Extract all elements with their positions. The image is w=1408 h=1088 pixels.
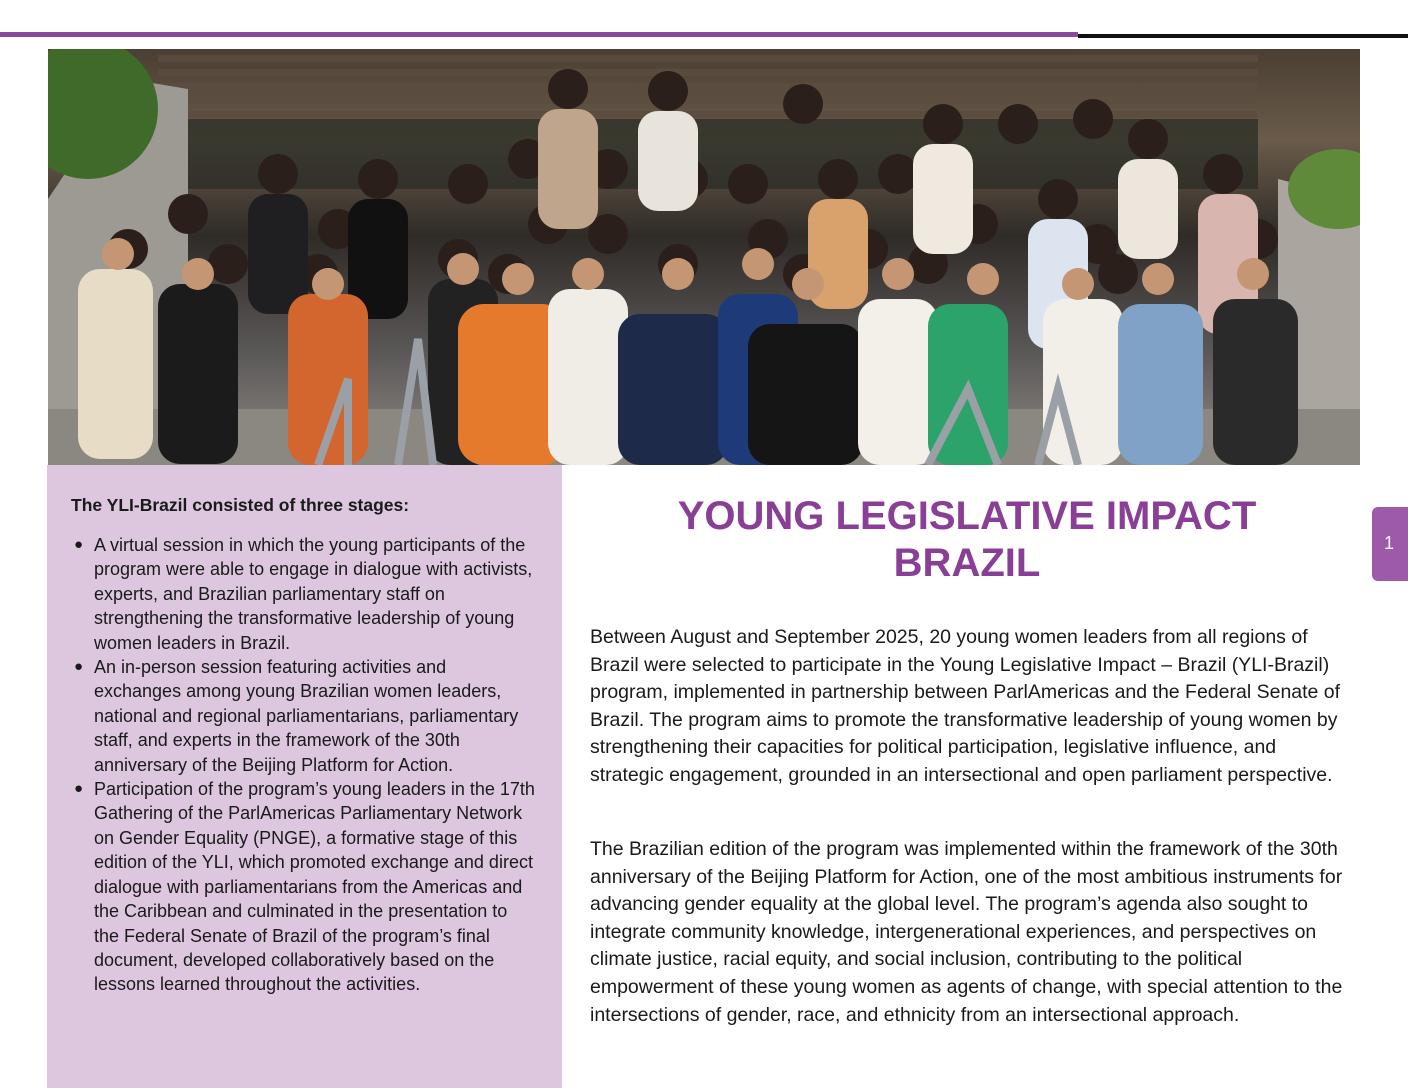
- stages-list: [71, 533, 536, 997]
- title-line-1: YOUNG LEGISLATIVE IMPACT: [677, 494, 1257, 538]
- list-item: [71, 655, 536, 777]
- list-item: [71, 777, 536, 997]
- bullet-icon: ●: [74, 780, 84, 798]
- page-tab: [1372, 507, 1408, 581]
- stage-text: Participation of the program’s young leaders in the 17th Gathering of the ParlAmericas Parliamentary Network on Gender Equality (PNGE), a formative stage of this edition of the YLI, which promoted exchange and direct dialogue with parliamentarians from the Americas and the Caribbean and culminated in the presentation to the Federal Senate of Brazil of the program’s final document, developed collaboratively based on the lessons learned throughout the activities.: [94, 779, 535, 995]
- stage-text: A virtual session in which the young participants of the program were able to engage in dialogue with activists, experts, and Brazilian parliamentary staff on strengthening the transformative leadership of young women leaders in Brazil.: [94, 535, 533, 653]
- header-rule-purple: [0, 32, 1078, 37]
- title-line-2: BRAZIL: [893, 541, 1041, 585]
- article-paragraph: Between August and September 2025, 20 young women leaders from all regions of Brazil were selected to participate in the Young Legislative Impact – Brazil (YLI-Brazil) program, implemented in partnership between ParlAmericas and the Federal Senate of Brazil. The program aims to promote the transformative leadership of young women by strengthening their capacities for political participation, legislative influence, and strategic engagement, grounded in an intersectional and open parliament perspective.: [590, 626, 1341, 786]
- article-paragraph: The Brazilian edition of the program was implemented within the framework of the 30th anniversary of the Beijing Platform for Action, one of the most ambitious instruments for advancing gender equality at the global level. The program’s agenda also sought to integrate community knowledge, intergenerational experiences, and perspectives on climate justice, racial equity, and social inclusion, contributing to the political empowerment of these young women as agents of change, with special attention to the intersections of gender, race, and ethnicity from an intersectional approach.: [590, 838, 1343, 1026]
- bullet-icon: ●: [74, 658, 84, 676]
- group-photo: [48, 49, 1360, 465]
- bullet-icon: ●: [74, 536, 84, 553]
- article-title: [590, 493, 1344, 587]
- stage-text: An in-person session featuring activities and exchanges among young Brazilian women leaders, national and regional parliamentarians, parliamentary staff, and experts in the framework of the 30th anniversary of the Beijing Platform for Action.: [94, 657, 519, 775]
- list-item: [71, 533, 536, 655]
- sidebar-heading: The YLI-Brazil consisted of three stages:: [71, 495, 410, 515]
- page-number: 1: [1384, 533, 1395, 553]
- header-rule-black: [1078, 34, 1408, 38]
- stages-sidebar: [47, 465, 562, 1088]
